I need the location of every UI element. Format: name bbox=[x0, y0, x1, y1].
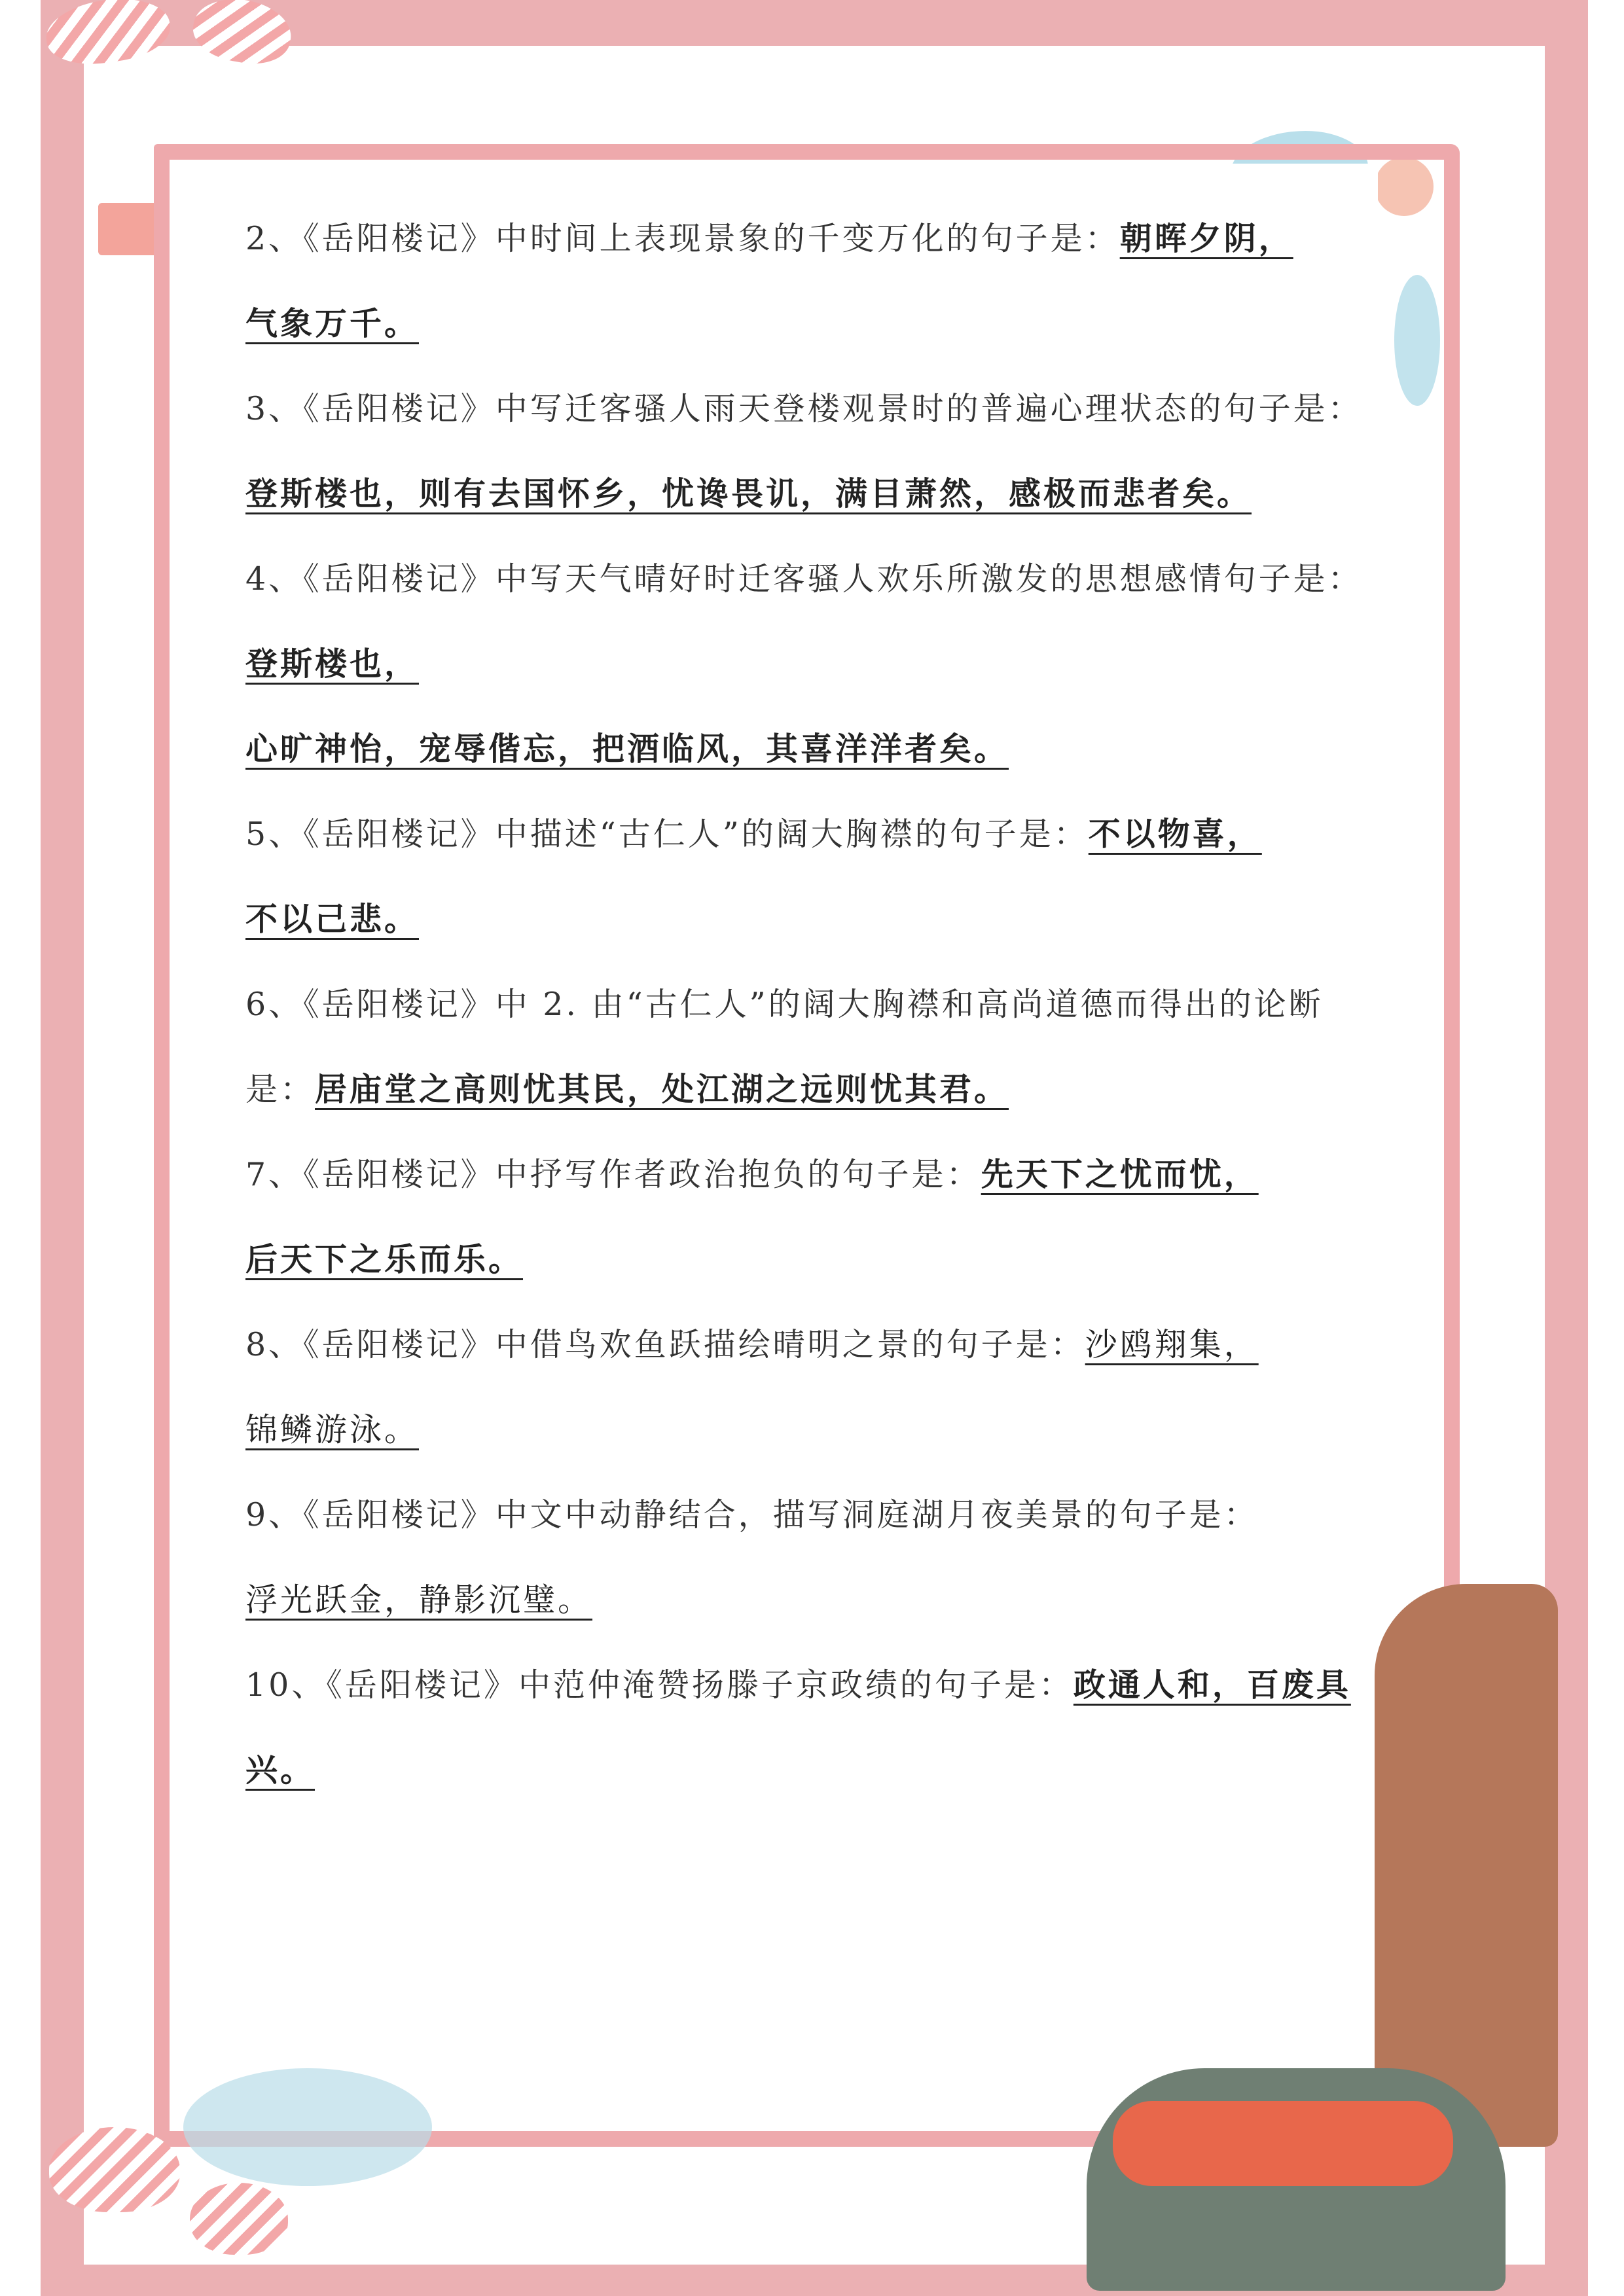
answer-text: 登斯楼也，则有去国怀乡，忧谗畏讥，满目萧然，感极而悲者矣。 bbox=[245, 475, 1252, 512]
heart-decoration bbox=[49, 2127, 180, 2212]
list-item bbox=[245, 1302, 1381, 1473]
list-item bbox=[245, 1643, 1381, 1813]
question-text: 6、《岳阳楼记》中 2. 由“古仁人”的阔大胸襟和高尚道德而得出的论断是： bbox=[245, 986, 1324, 1108]
list-item bbox=[245, 962, 1381, 1132]
answer-text: 居庙堂之高则忧其民，处江湖之远则忧其君。 bbox=[315, 1071, 1009, 1108]
question-text: 4、《岳阳楼记》中写天气晴好时迁客骚人欢乐所激发的思想感情句子是： bbox=[245, 560, 1363, 598]
heart-decoration bbox=[190, 2183, 288, 2255]
list-item bbox=[245, 1473, 1381, 1643]
list-item bbox=[245, 537, 1381, 792]
answer-text: 政通人和，百废具兴。 bbox=[245, 1666, 1351, 1789]
question-text: 2、《岳阳楼记》中时间上表现景象的千变万化的句子是： bbox=[245, 220, 1120, 257]
question-text: 10、《岳阳楼记》中范仲淹赞扬滕子京政绩的句子是： bbox=[245, 1666, 1074, 1704]
list-item bbox=[245, 196, 1381, 367]
list-item bbox=[245, 792, 1381, 962]
list-item bbox=[245, 367, 1381, 537]
question-text: 9、《岳阳楼记》中文中动静结合，描写洞庭湖月夜美景的句子是： bbox=[245, 1496, 1259, 1534]
answer-text: 不以物喜， bbox=[1088, 816, 1262, 853]
question-text: 3、《岳阳楼记》中写迁客骚人雨天登楼观景时的普遍心理状态的句子是： bbox=[245, 390, 1363, 427]
answer-text: 浮光跃金，静影沉璧。 bbox=[245, 1581, 593, 1619]
answer-text: 沙鸥翔集， bbox=[1085, 1326, 1259, 1363]
question-text: 5、《岳阳楼记》中描述“古仁人”的阔大胸襟的句子是： bbox=[245, 816, 1089, 853]
answer-text: 气象万千。 bbox=[245, 305, 420, 342]
mother-child-illustration bbox=[1375, 1584, 1558, 2147]
flower-decoration bbox=[183, 2068, 432, 2186]
answer-text: 不以己悲。 bbox=[245, 901, 420, 938]
answer-text: 心旷神怡，宠辱偕忘，把酒临风，其喜洋洋者矣。 bbox=[245, 730, 1009, 768]
answer-text: 朝晖夕阴， bbox=[1119, 220, 1293, 257]
list-item bbox=[245, 1132, 1381, 1302]
baby-illustration bbox=[1113, 2101, 1453, 2186]
answer-text: 先天下之忧而忧， bbox=[981, 1156, 1259, 1193]
gift-box-icon bbox=[98, 203, 160, 255]
answer-text: 后天下之乐而乐。 bbox=[245, 1241, 524, 1278]
answer-text: 锦鳞游泳。 bbox=[245, 1411, 420, 1448]
question-text: 8、《岳阳楼记》中借鸟欢鱼跃描绘晴明之景的句子是： bbox=[245, 1326, 1085, 1363]
answer-text: 登斯楼也， bbox=[245, 645, 420, 683]
content bbox=[245, 196, 1381, 1813]
question-text: 7、《岳阳楼记》中抒写作者政治抱负的句子是： bbox=[245, 1156, 981, 1193]
